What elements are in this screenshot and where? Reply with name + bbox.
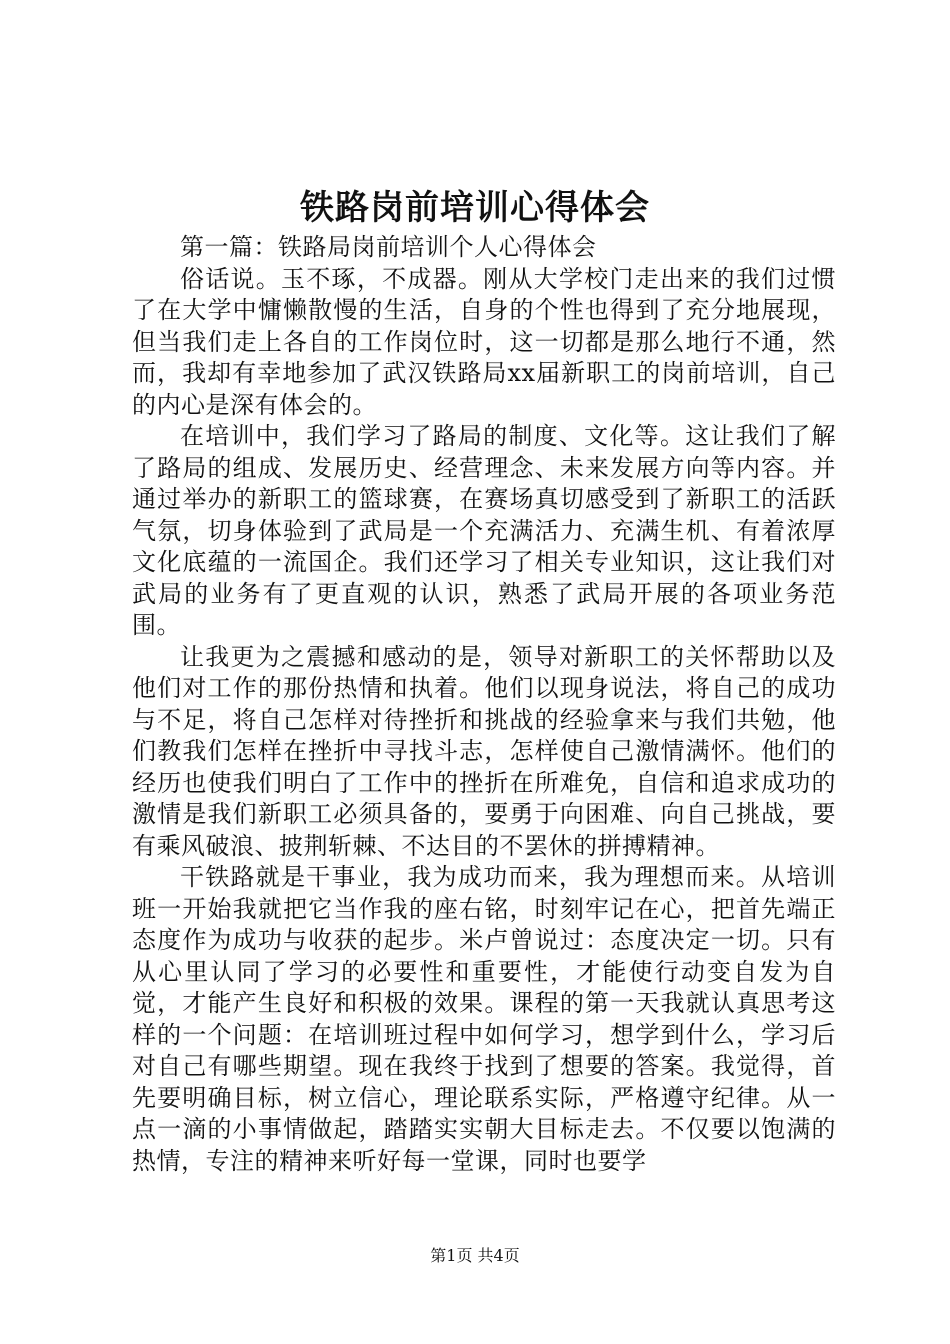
- body-paragraph: 让我更为之震撼和感动的是，领导对新职工的关怀帮助以及他们对工作的那份热情和执着。他们以现身说法，将自己的成功与不足，将自己怎样对待挫折和挑战的经验拿来与我们共勉，他们教我们怎样在挫折中寻找斗志，怎样使自己激情满怀。他们的经历也使我们明白了工作中的挫折在所难免，自信和追求成功的激情是我们新职工必须具备的，要勇于向困难、向自己挑战，要有乘风破浪、披荆斩棘、不达目的不罢休的拼搏精神。: [132, 642, 836, 860]
- document-title: 铁路岗前培训心得体会: [300, 188, 650, 228]
- body-paragraph: 俗话说。玉不琢，不成器。刚从大学校门走出来的我们过惯了在大学中慵懒散慢的生活，自身的个性也得到了充分地展现，但当我们走上各自的工作岗位时，这一切都是那么地行不通，然而，我却有幸地参加了武汉铁路局xx届新职工的岗前培训，自己的内心是深有体会的。: [132, 264, 836, 419]
- section-heading: 第一篇：铁路局岗前培训个人心得体会: [180, 233, 597, 261]
- body-paragraph: 干铁路就是干事业，我为成功而来，我为理想而来。从培训班一开始我就把它当作我的座右铭，时刻牢记在心，把首先端正态度作为成功与收获的起步。米卢曾说过：态度决定一切。只有从心里认同了学习的必要性和重要性，才能使行动变自发为自觉，才能产生良好和积极的效果。课程的第一天我就认真思考这样的一个问题：在培训班过程中如何学习，想学到什么，学习后对自己有哪些期望。现在我终于找到了想要的答案。我觉得，首先要明确目标，树立信心，理论联系实际，严格遵守纪律。从一点一滴的小事情做起，踏踏实实朝大目标走去。不仅要以饱满的热情，专注的精神来听好每一堂课，同时也要学: [132, 863, 836, 1175]
- page-footer: 第1页 共4页: [430, 1246, 520, 1265]
- document-body: [132, 232, 836, 1177]
- body-paragraph: 在培训中，我们学习了路局的制度、文化等。这让我们了解了路局的组成、发展历史、经营理念、未来发展方向等内容。并通过举办的新职工的篮球赛，在赛场真切感受到了新职工的活跃气氛，切身体验到了武局是一个充满活力、充满生机、有着浓厚文化底蕴的一流国企。我们还学习了相关专业知识，这让我们对武局的业务有了更直观的认识，熟悉了武局开展的各项业务范围。: [132, 422, 836, 639]
